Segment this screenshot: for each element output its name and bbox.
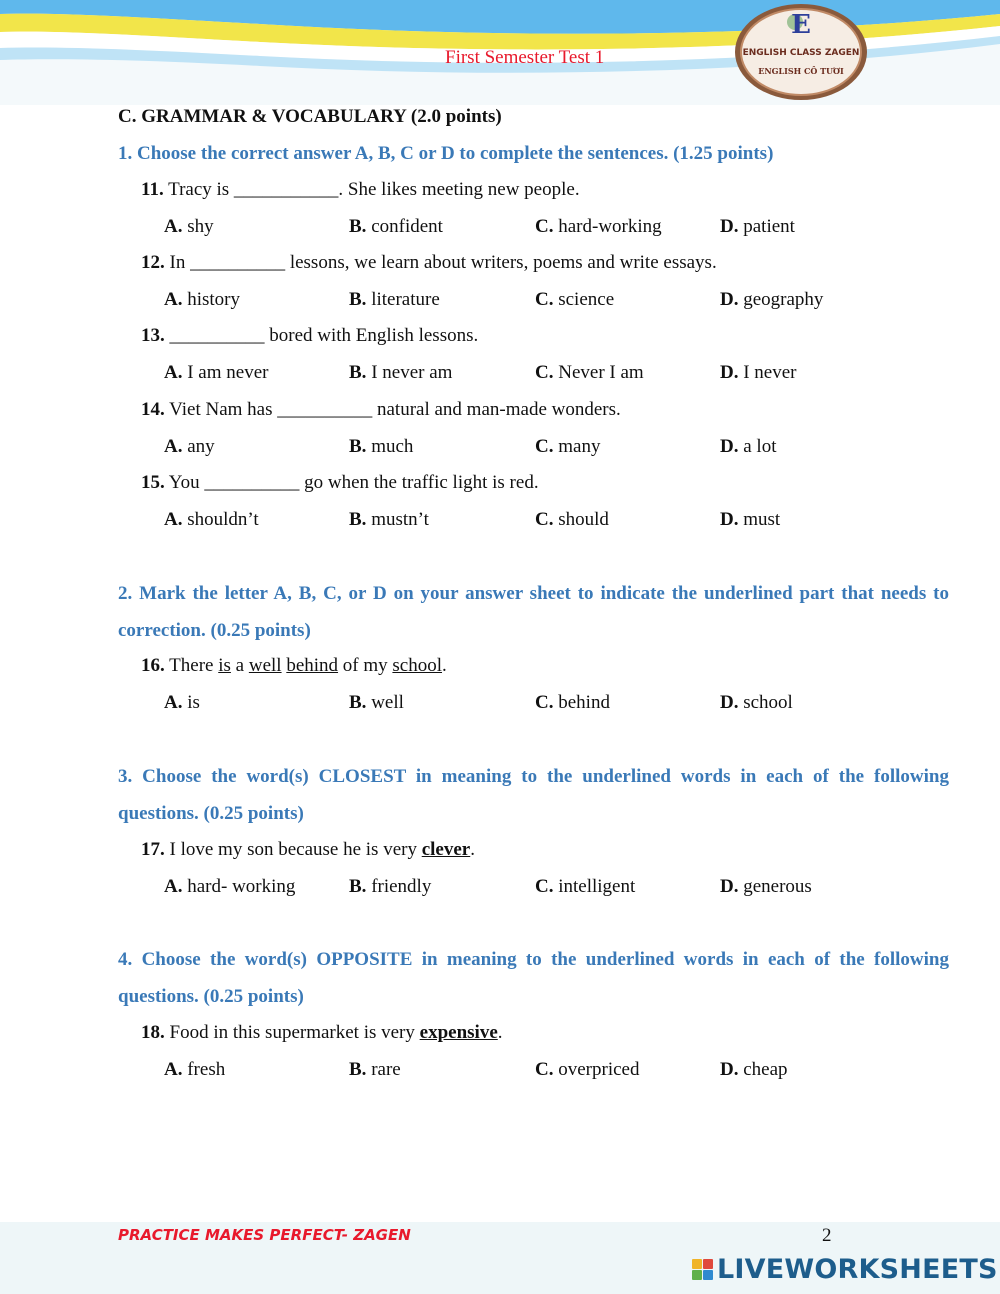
part-1-instruction: 1. Choose the correct answer A, B, C or D to complete the sentences. (1.25 points) — [118, 143, 774, 164]
q15-option-a[interactable]: A. shouldn’t — [164, 509, 259, 530]
q11-option-c[interactable]: C. hard-working — [535, 216, 662, 237]
page-header — [0, 0, 1000, 105]
q16-option-d[interactable]: D. school — [720, 692, 793, 713]
q12-option-d[interactable]: D. geography — [720, 289, 824, 310]
q16-option-a[interactable]: A. is — [164, 692, 200, 713]
q18-option-d[interactable]: D. cheap — [720, 1059, 788, 1080]
q18-option-c[interactable]: C. overpriced — [535, 1059, 640, 1080]
q11-option-d[interactable]: D. patient — [720, 216, 795, 237]
q17-option-d[interactable]: D. generous — [720, 876, 812, 897]
liveworksheets-icon — [692, 1259, 713, 1280]
q12-option-b[interactable]: B. literature — [349, 289, 440, 310]
page-number: 2 — [822, 1225, 832, 1246]
q11-option-b[interactable]: B. confident — [349, 216, 443, 237]
q17-option-a[interactable]: A. hard- working — [164, 876, 296, 897]
q14-option-c[interactable]: C. many — [535, 436, 601, 457]
question-11: 11. Tracy is ___________. She likes meeting new people. — [141, 179, 580, 200]
q13-option-b[interactable]: B. I never am — [349, 362, 453, 383]
svg-text:ENGLISH CÔ TƯƠI: ENGLISH CÔ TƯƠI — [758, 66, 844, 76]
q15-option-c[interactable]: C. should — [535, 509, 609, 530]
part-2-instruction: 2. Mark the letter A, B, C, or D on your answer sheet to indicate the underlined part that needs to correction. (0.25 points) — [118, 583, 949, 641]
question-15: 15. You __________ go when the traffic light is red. — [141, 472, 539, 493]
header-title: First Semester Test 1 — [445, 47, 605, 68]
liveworksheets-brand[interactable] — [692, 1254, 998, 1285]
q13-option-a[interactable]: A. I am never — [164, 362, 269, 383]
part-3-instruction: 3. Choose the word(s) CLOSEST in meaning to the underlined words in each of the following questions. (0.25 points) — [118, 766, 949, 824]
q11-option-a[interactable]: A. shy — [164, 216, 214, 237]
q14-option-b[interactable]: B. much — [349, 436, 414, 457]
q17-option-b[interactable]: B. friendly — [349, 876, 432, 897]
q15-option-d[interactable]: D. must — [720, 509, 781, 530]
svg-text:E: E — [791, 10, 811, 40]
q12-option-c[interactable]: C. science — [535, 289, 615, 310]
q14-option-d[interactable]: D. a lot — [720, 436, 777, 457]
q16-option-b[interactable]: B. well — [349, 692, 404, 713]
class-logo — [733, 2, 869, 102]
question-13: 13. __________ bored with English lessons. — [141, 325, 479, 346]
q14-option-a[interactable]: A. any — [164, 436, 215, 457]
section-title: C. GRAMMAR & VOCABULARY (2.0 points) — [118, 106, 502, 127]
footer-slogan: PRACTICE MAKES PERFECT- ZAGEN — [118, 1226, 411, 1244]
question-17: 17. I love my son because he is very clever. — [141, 839, 475, 860]
question-14: 14. Viet Nam has __________ natural and man-made wonders. — [141, 399, 621, 420]
q16-option-c[interactable]: C. behind — [535, 692, 610, 713]
question-12: 12. In __________ lessons, we learn about writers, poems and write essays. — [141, 252, 717, 273]
q13-option-d[interactable]: D. I never — [720, 362, 797, 383]
question-16: 16. There is a well behind of my school. — [141, 655, 447, 676]
q17-option-c[interactable]: C. intelligent — [535, 876, 636, 897]
svg-text:ENGLISH CLASS ZAGEN: ENGLISH CLASS ZAGEN — [742, 48, 860, 58]
q12-option-a[interactable]: A. history — [164, 289, 241, 310]
q18-option-b[interactable]: B. rare — [349, 1059, 401, 1080]
q13-option-c[interactable]: C. Never I am — [535, 362, 644, 383]
liveworksheets-wordmark: LIVEWORKSHEETS — [717, 1254, 998, 1285]
question-18: 18. Food in this supermarket is very expensive. — [141, 1022, 503, 1043]
q18-option-a[interactable]: A. fresh — [164, 1059, 226, 1080]
part-4-instruction: 4. Choose the word(s) OPPOSITE in meaning to the underlined words in each of the following questions. (0.25 points) — [118, 949, 949, 1007]
q15-option-b[interactable]: B. mustn’t — [349, 509, 429, 530]
